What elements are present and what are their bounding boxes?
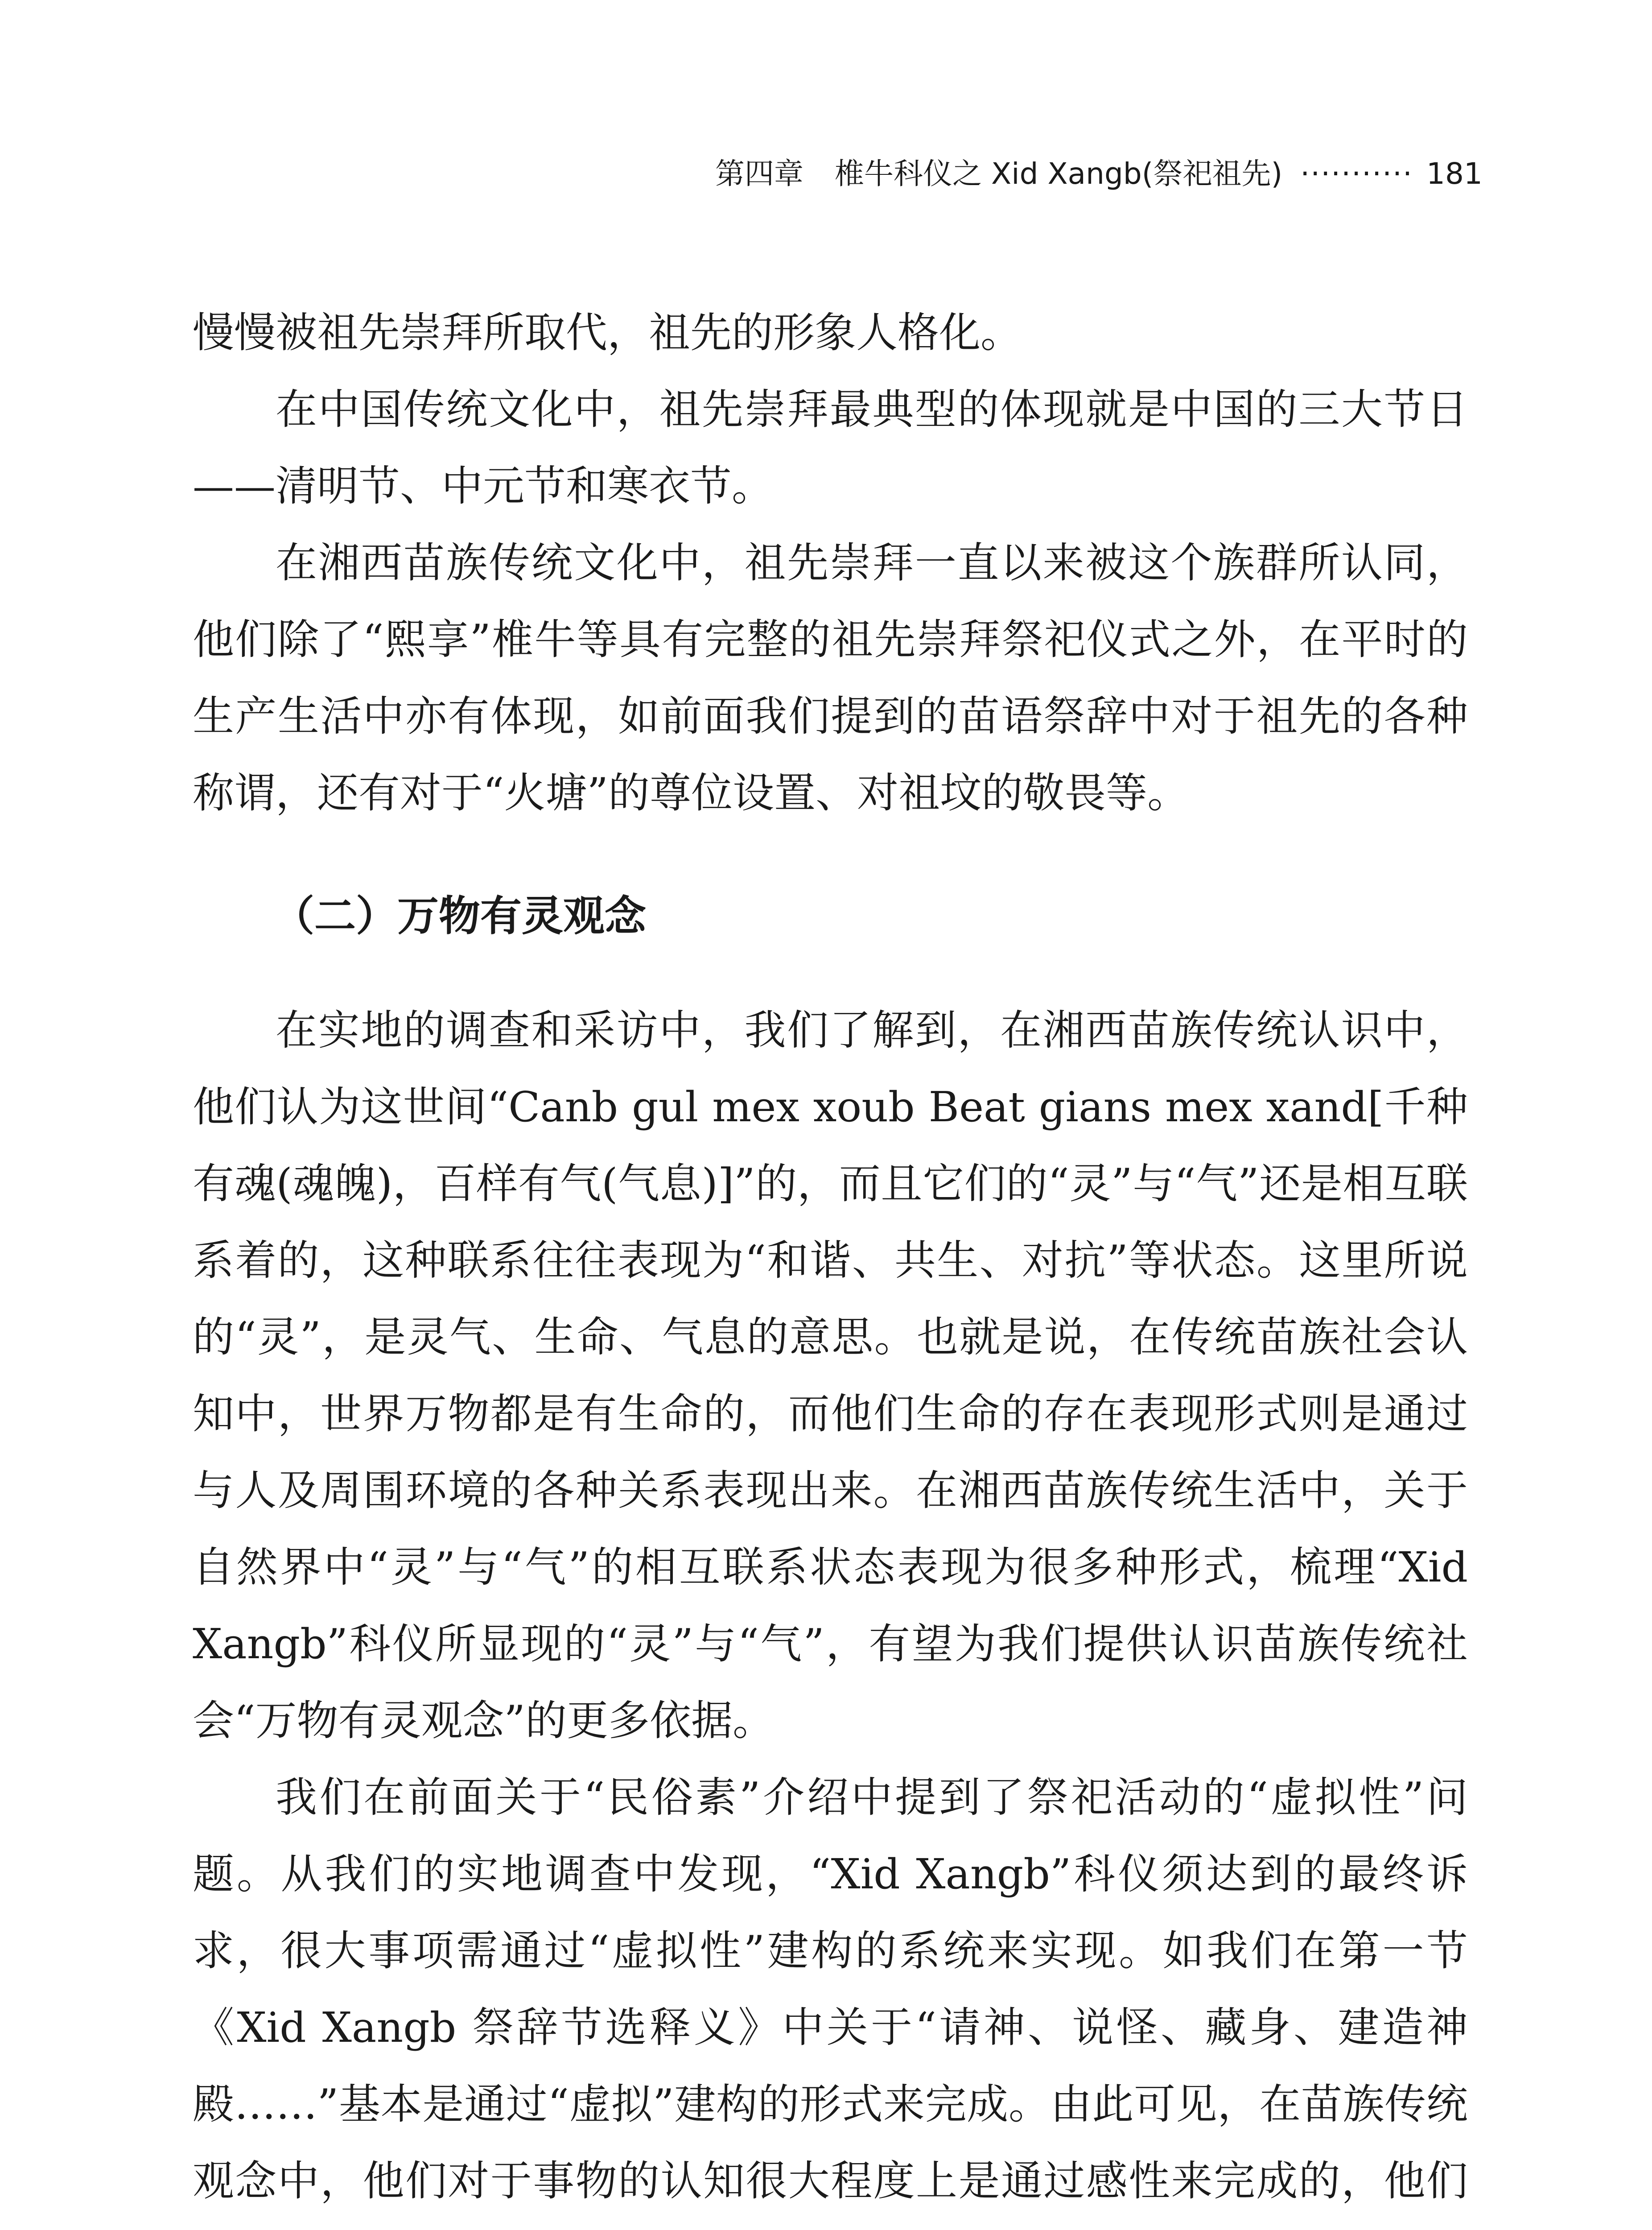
body-paragraph: 在中国传统文化中，祖先崇拜最典型的体现就是中国的三大节日——清明节、中元节和寒衣节。: [193, 385, 1468, 510]
section-heading: （二）万物有灵观念: [273, 892, 646, 940]
body-paragraph: 在湘西苗族传统文化中，祖先崇拜一直以来被这个族群所认同，他们除了“熙享”椎牛等具有完整的祖先崇拜祭祀仪式之外，在平时的生产生活中亦有体现，如前面我们提到的苗语祭辞中对于祖先的各种称谓，还有对于“火塘”的尊位设置、对祖坟的敬畏等。: [193, 539, 1468, 817]
page-number: 181: [1426, 157, 1483, 191]
body-paragraph: 我们在前面关于“民俗素”介绍中提到了祭祀活动的“虚拟性”问题。从我们的实地调查中发现，“Xid Xangb”科仪须达到的最终诉求，很大事项需通过“虚拟性”建构的系统来实现。如我们在第一节《Xid Xangb 祭辞节选释义》中关于“请神、说怪、藏身、建造神殿……”基本是通过“虚拟”建构的形式来完成。由此可见，在苗族传统观念中，他们对于事物的认知很大程度上是通过感性来完成的，他们: [193, 1773, 1468, 2205]
chapter-label: 第四章: [715, 157, 804, 191]
running-header: [715, 154, 1483, 194]
body-paragraph: 慢慢被祖先崇拜所取代，祖先的形象人格化。: [193, 309, 1022, 357]
body-paragraph: 在实地的调查和采访中，我们了解到，在湘西苗族传统认识中，他们认为这世间“Canb gul mex xoub Beat gians mex xand[千种有魂(魂魄)，百样有气(气息)]”的，而且它们的“灵”与“气”还是相互联系着的，这种联系往往表现为“和谐、共生、对抗”等状态。这里所说的“灵”，是灵气、生命、气息的意思。也就是说，在传统苗族社会认知中，世界万物都是有生命的，而他们生命的存在表现形式则是通过与人及周围环境的各种关系表现出来。在湘西苗族传统生活中，关于自然界中“灵”与“气”的相互联系状态表现为很多种形式，梳理“Xid Xangb”科仪所显现的“灵”与“气”，有望为我们提供认识苗族传统社会“万物有灵观念”的更多依据。: [193, 1006, 1468, 1745]
leader-dots: ···········: [1300, 157, 1413, 191]
chapter-title: 椎牛科仪之 Xid Xangb(祭祀祖先): [835, 157, 1283, 191]
page-body: [193, 294, 1468, 2230]
